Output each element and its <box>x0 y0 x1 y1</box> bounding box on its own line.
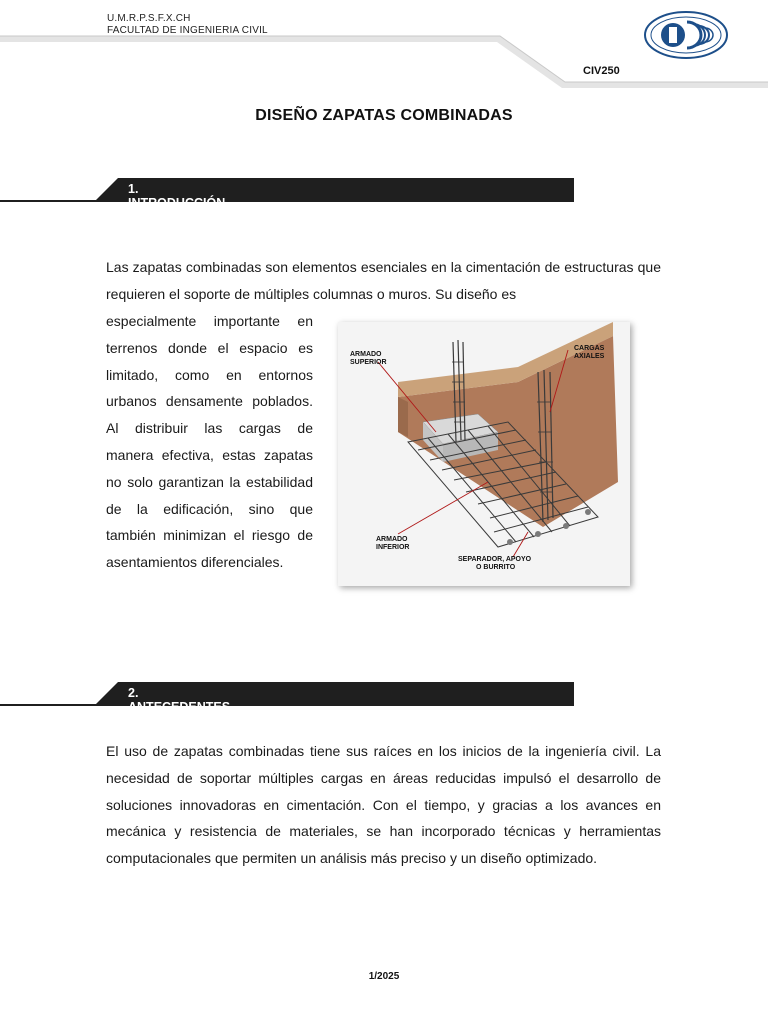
institution-name: U.M.R.P.S.F.X.CH <box>107 13 191 24</box>
label-separador-1: SEPARADOR, APOYO <box>458 556 532 563</box>
page-number: 1/2025 <box>368 971 400 982</box>
course-code: CIV250 <box>583 65 620 77</box>
label-armado-superior-2: SUPERIOR <box>350 359 387 366</box>
faculty-name: FACULTAD DE INGENIERIA CIVIL <box>107 25 268 36</box>
label-armado-inferior-2: INFERIOR <box>376 544 410 551</box>
intro-paragraph-full: Las zapatas combinadas son elementos esenciales en la cimentación de estructuras que requieren el soporte de múltiples columnas o muros. Su diseño es <box>106 259 661 302</box>
document-title: DISEÑO ZAPATAS COMBINADAS <box>255 107 513 124</box>
intro-paragraph-column: especialmente importante en terrenos donde el espacio es limitado, como en entornos urbanos densamente poblados. Al distribuir las cargas de manera efectiva, estas zapatas no solo garantizan la estabilidad de la edificación, sino que también minimizan el riesgo de asentamientos diferenciales. <box>106 313 313 571</box>
footing-illustration <box>338 322 630 586</box>
label-cargas-axiales-2: AXIALES <box>574 353 605 360</box>
combined-footing-figure <box>338 322 630 586</box>
label-cargas-axiales-1: CARGAS <box>574 345 605 352</box>
label-armado-superior-1: ARMADO <box>350 351 382 358</box>
section-title: 1. INTRODUCCIÓN <box>128 182 226 210</box>
section-bar-shape <box>0 176 578 204</box>
label-separador-2: O BURRITO <box>476 564 516 571</box>
label-armado-inferior-1: ARMADO <box>376 536 408 543</box>
section-title: 2. ANTECEDENTES <box>128 686 231 714</box>
antecedentes-paragraph: El uso de zapatas combinadas tiene sus raíces en los inicios de la ingeniería civil. La necesidad de soportar múltiples cargas en áreas reducidas impulsó el desarrollo de soluciones innovadoras en cimentación. Con el tiempo, y gracias a los avances en mecánica y resistencia de materiales, se han incorporado técnicas y herramientas computacionales que permiten un análisis más preciso y un diseño optimizado. <box>106 743 661 867</box>
section-bar-shape <box>0 680 578 708</box>
university-logo-icon <box>643 10 729 60</box>
